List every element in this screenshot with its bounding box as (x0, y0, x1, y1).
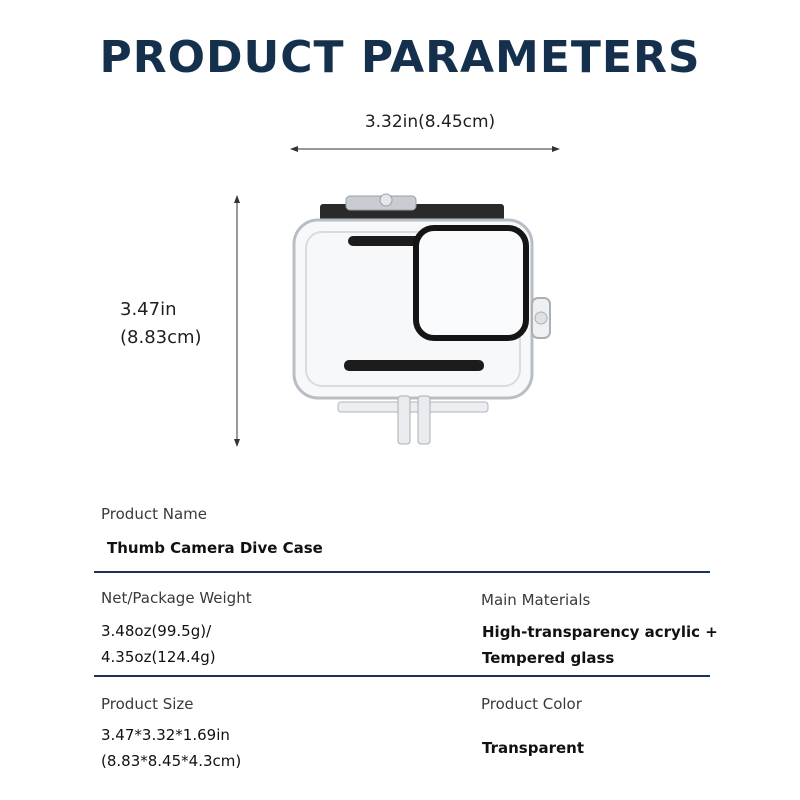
size-label: Product Size (101, 695, 194, 713)
weight-label: Net/Package Weight (101, 589, 252, 607)
size-value-line2: (8.83*8.45*4.3cm) (101, 752, 242, 770)
height-centimeters: (8.83cm) (120, 327, 202, 348)
color-label: Product Color (481, 695, 582, 713)
weight-value (101, 618, 216, 670)
height-arrow (228, 195, 246, 447)
product-name-label: Product Name (101, 505, 207, 523)
width-dimension-label: 3.32in(8.45cm) (364, 112, 496, 132)
height-dimension-label (120, 296, 202, 352)
page-title: PRODUCT PARAMETERS (99, 32, 701, 83)
dive-case-illustration (286, 190, 561, 450)
materials-value-line1: High-transparency acrylic + (482, 623, 718, 641)
materials-label: Main Materials (481, 591, 591, 609)
product-name-value: Thumb Camera Dive Case (107, 539, 323, 557)
weight-value-line2: 4.35oz(124.4g) (101, 648, 216, 666)
materials-value-line2: Tempered glass (482, 649, 615, 667)
divider-1 (94, 571, 710, 573)
materials-value (482, 619, 718, 671)
weight-value-line1: 3.48oz(99.5g)/ (101, 622, 212, 640)
height-inches: 3.47in (120, 299, 177, 320)
width-arrow (290, 140, 560, 158)
size-value-line1: 3.47*3.32*1.69in (101, 726, 230, 744)
color-value: Transparent (482, 739, 584, 757)
divider-2 (94, 675, 710, 677)
size-value (101, 722, 241, 774)
